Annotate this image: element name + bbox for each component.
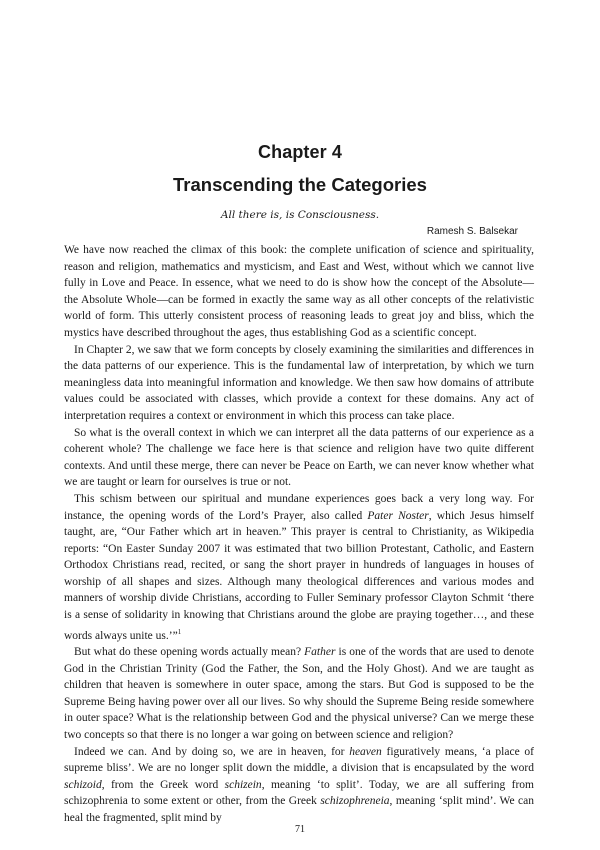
chapter-title: Transcending the Categories [173,174,427,195]
paragraph-text: Indeed we can. And by doing so, we are in heaven, for [74,745,350,758]
paragraph-text: is one of the words that are used to denote God in the Christian Trinity (God the Father, the Son, and the Holy Ghost). And we are taught as children that heaven is somewhere in outer space, among the stars. But God is supposed to be the Supreme Being having power over all our lives. So why should the Supreme Being reside somewhere in outer space? What is the relationship between God and the physical universe? Can we merge these two concepts so that there is no longer a war going on between science and religion? [64,646,534,742]
italic-term: heaven [349,745,382,758]
paragraph: We have now reached the climax of this book: the complete unification of science and spirituality, reason and religion, mathematics and mysticism, and East and West, without which we cannot live fully in Love and Peace. In essence, what we need to do is show how the concept of the Absolute—the Absolute Whole—can be formed in exactly the same way as all other concepts of the relativistic world of form. This utterly consistent process of reasoning leads to great joy and bliss, which the mystics have described throughout the ages, thus establishing God as a scientific concept. [64,244,534,339]
paragraph-text: , which Jesus himself taught, are, “Our Father which art in heaven.” This prayer is central to Christianity, as Wikipedia reports: “On Easter Sunday 2007 it was estimated that two billion Protestant, Catholic, and Eastern Orthodox Christians read, recited, or sang the short prayer in hundreds of languages in houses of worship of all shapes and sizes. Although many theological differences and various modes and manners of worship divide Christians, according to Fuller Seminary professor Clayton Schmit ‘there is a sense of solidarity in knowing that Christians around the globe are praying together…, and these words always unite us.’” [64,509,534,642]
paragraph-text: , meaning ‘split mind’. We can heal the fragmented, split mind by [64,795,534,825]
epigraph-quote: All there is, is Consciousness. [220,209,380,221]
footnote-marker[interactable]: 1 [177,627,182,636]
paragraph [64,644,534,744]
page-number: 71 [295,824,305,835]
epigraph-author: Ramesh S. Balsekar [426,226,518,237]
paragraph-text: figuratively means, ‘a place of supreme bliss’. We are no longer split down the middle, a division that is encapsulated by the word [64,745,534,775]
italic-term: Father [304,646,336,659]
paragraph-text: But what do these opening words actually mean? [74,646,305,659]
chapter-number: Chapter 4 [258,142,342,162]
paragraph: In Chapter 2, we saw that we form concepts by closely examining the similarities and differences in the data patterns of our experience. This is the fundamental law of interpretation, by which we turn meaningless data into meaningful information and knowledge. We then saw how domains of attribute values could be associated with classes, which provide a context for these domains. Any act of interpretation requires a context or environment in which this process can take place. [64,343,534,422]
paragraph-text: , from the Greek word [101,778,225,791]
paragraph-text: This schism between our spiritual and mundane experiences goes back a very long way. For instance, the opening words of the Lord’s Prayer, also called [64,492,534,522]
paragraph [64,744,534,827]
italic-term: schizophreneia [320,795,390,808]
paragraph [64,491,534,644]
italic-term: schizein [224,778,262,791]
italic-term: Pater Noster [367,509,429,522]
paragraph-text: , meaning ‘to split’. Today, we are all suffering from schizophrenia to some extent or other, from the Greek [64,778,534,808]
chapter-body [64,242,534,827]
italic-term: schizoid [64,778,102,791]
paragraph: So what is the overall context in which we can interpret all the data patterns of our experience as a coherent whole? The challenge we face here is that science and religion have two quite different contexts. And until these merge, there can never be Peace on Earth, we can never know whether what we are taught or learn for ourselves is true or not. [64,426,534,489]
